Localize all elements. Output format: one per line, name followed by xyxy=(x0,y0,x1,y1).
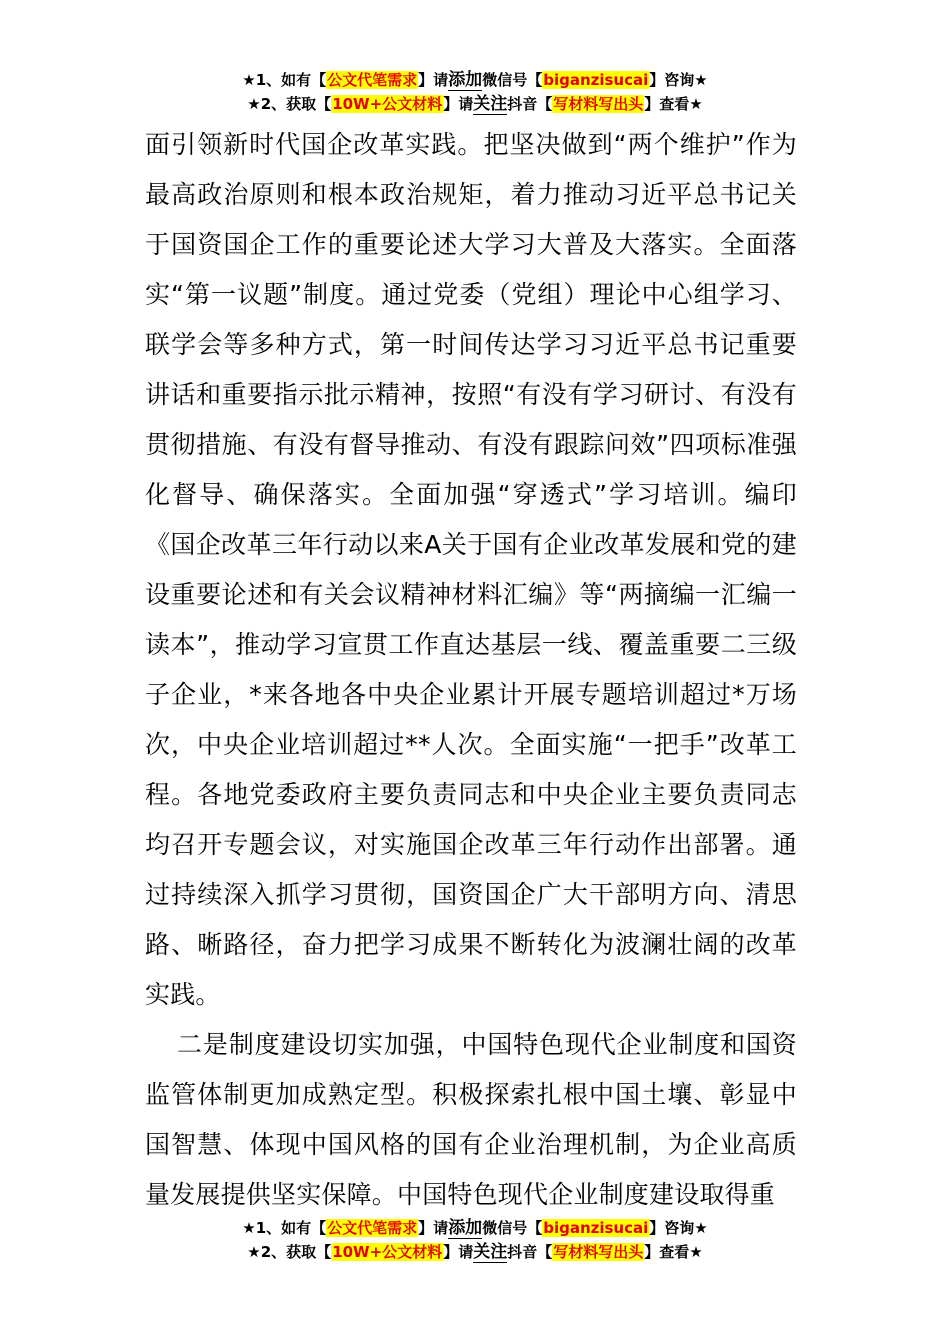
footer-banner xyxy=(0,1216,950,1264)
highlight-douyin-account: 写材料写出头 xyxy=(553,1243,644,1261)
highlight-service: 公文代笔需求 xyxy=(327,71,418,89)
banner-line-2: ★2、获取【10W+公文材料】请关注抖音【写材料写出头】查看★ xyxy=(247,1242,703,1262)
header-banner xyxy=(0,68,950,116)
banner-line-1: ★1、如有【公文代笔需求】请添加微信号【biganzisucai】咨询★ xyxy=(242,1218,708,1238)
banner-line-1: ★1、如有【公文代笔需求】请添加微信号【biganzisucai】咨询★ xyxy=(242,70,708,90)
highlight-wechat-id: biganzisucai xyxy=(543,1219,649,1237)
highlight-wechat-id: biganzisucai xyxy=(543,71,649,89)
highlight-service: 公文代笔需求 xyxy=(327,1219,418,1237)
highlight-materials: 10W+公文材料 xyxy=(332,95,443,113)
body-paragraph: 面引领新时代国企改革实践。把坚决做到“两个维护”作为最高政治原则和根本政治规矩，着力推动习近平总书记关于国资国企工作的重要论述大学习大普及大落实。全面落实“第一议题”制度。通过党委（党组）理论中心组学习、联学会等多种方式，第一时间传达学习习近平总书记重要讲话和重要指示批示精神，按照“有没有学习研讨、有没有贯彻措施、有没有督导推动、有没有跟踪问效”四项标准强化督导、确保落实。全面加强“穿透式”学习培训。编印《国企改革三年行动以来A关于国有企业改革发展和党的建设重要论述和有关会议精神材料汇编》等“两摘编一汇编一读本”，推动学习宣贯工作直达基层一线、覆盖重要二三级子企业，*来各地各中央企业累计开展专题培训超过*万场次，中央企业培训超过**人次。全面实施“一把手”改革工程。各地党委政府主要负责同志和中央企业主要负责同志均召开专题会议，对实施国企改革三年行动作出部署。通过持续深入抓学习贯彻，国资国企广大干部明方向、清思路、晰路径，奋力把学习成果不断转化为波澜壮阔的改革实践。 xyxy=(145,130,797,1009)
banner-line-2: ★2、获取【10W+公文材料】请关注抖音【写材料写出头】查看★ xyxy=(247,94,703,114)
body-paragraph: 二是制度建设切实加强，中国特色现代企业制度和国资监管体制更加成熟定型。积极探索扎根中国土壤、彰显中国智慧、体现中国风格的国有企业治理机制，为企业高质量发展提供坚实保障。中国特色现代企业制度建设取得重 xyxy=(145,1030,797,1209)
highlight-douyin-account: 写材料写出头 xyxy=(553,95,644,113)
highlight-materials: 10W+公文材料 xyxy=(332,1243,443,1261)
document-body xyxy=(145,120,797,1220)
